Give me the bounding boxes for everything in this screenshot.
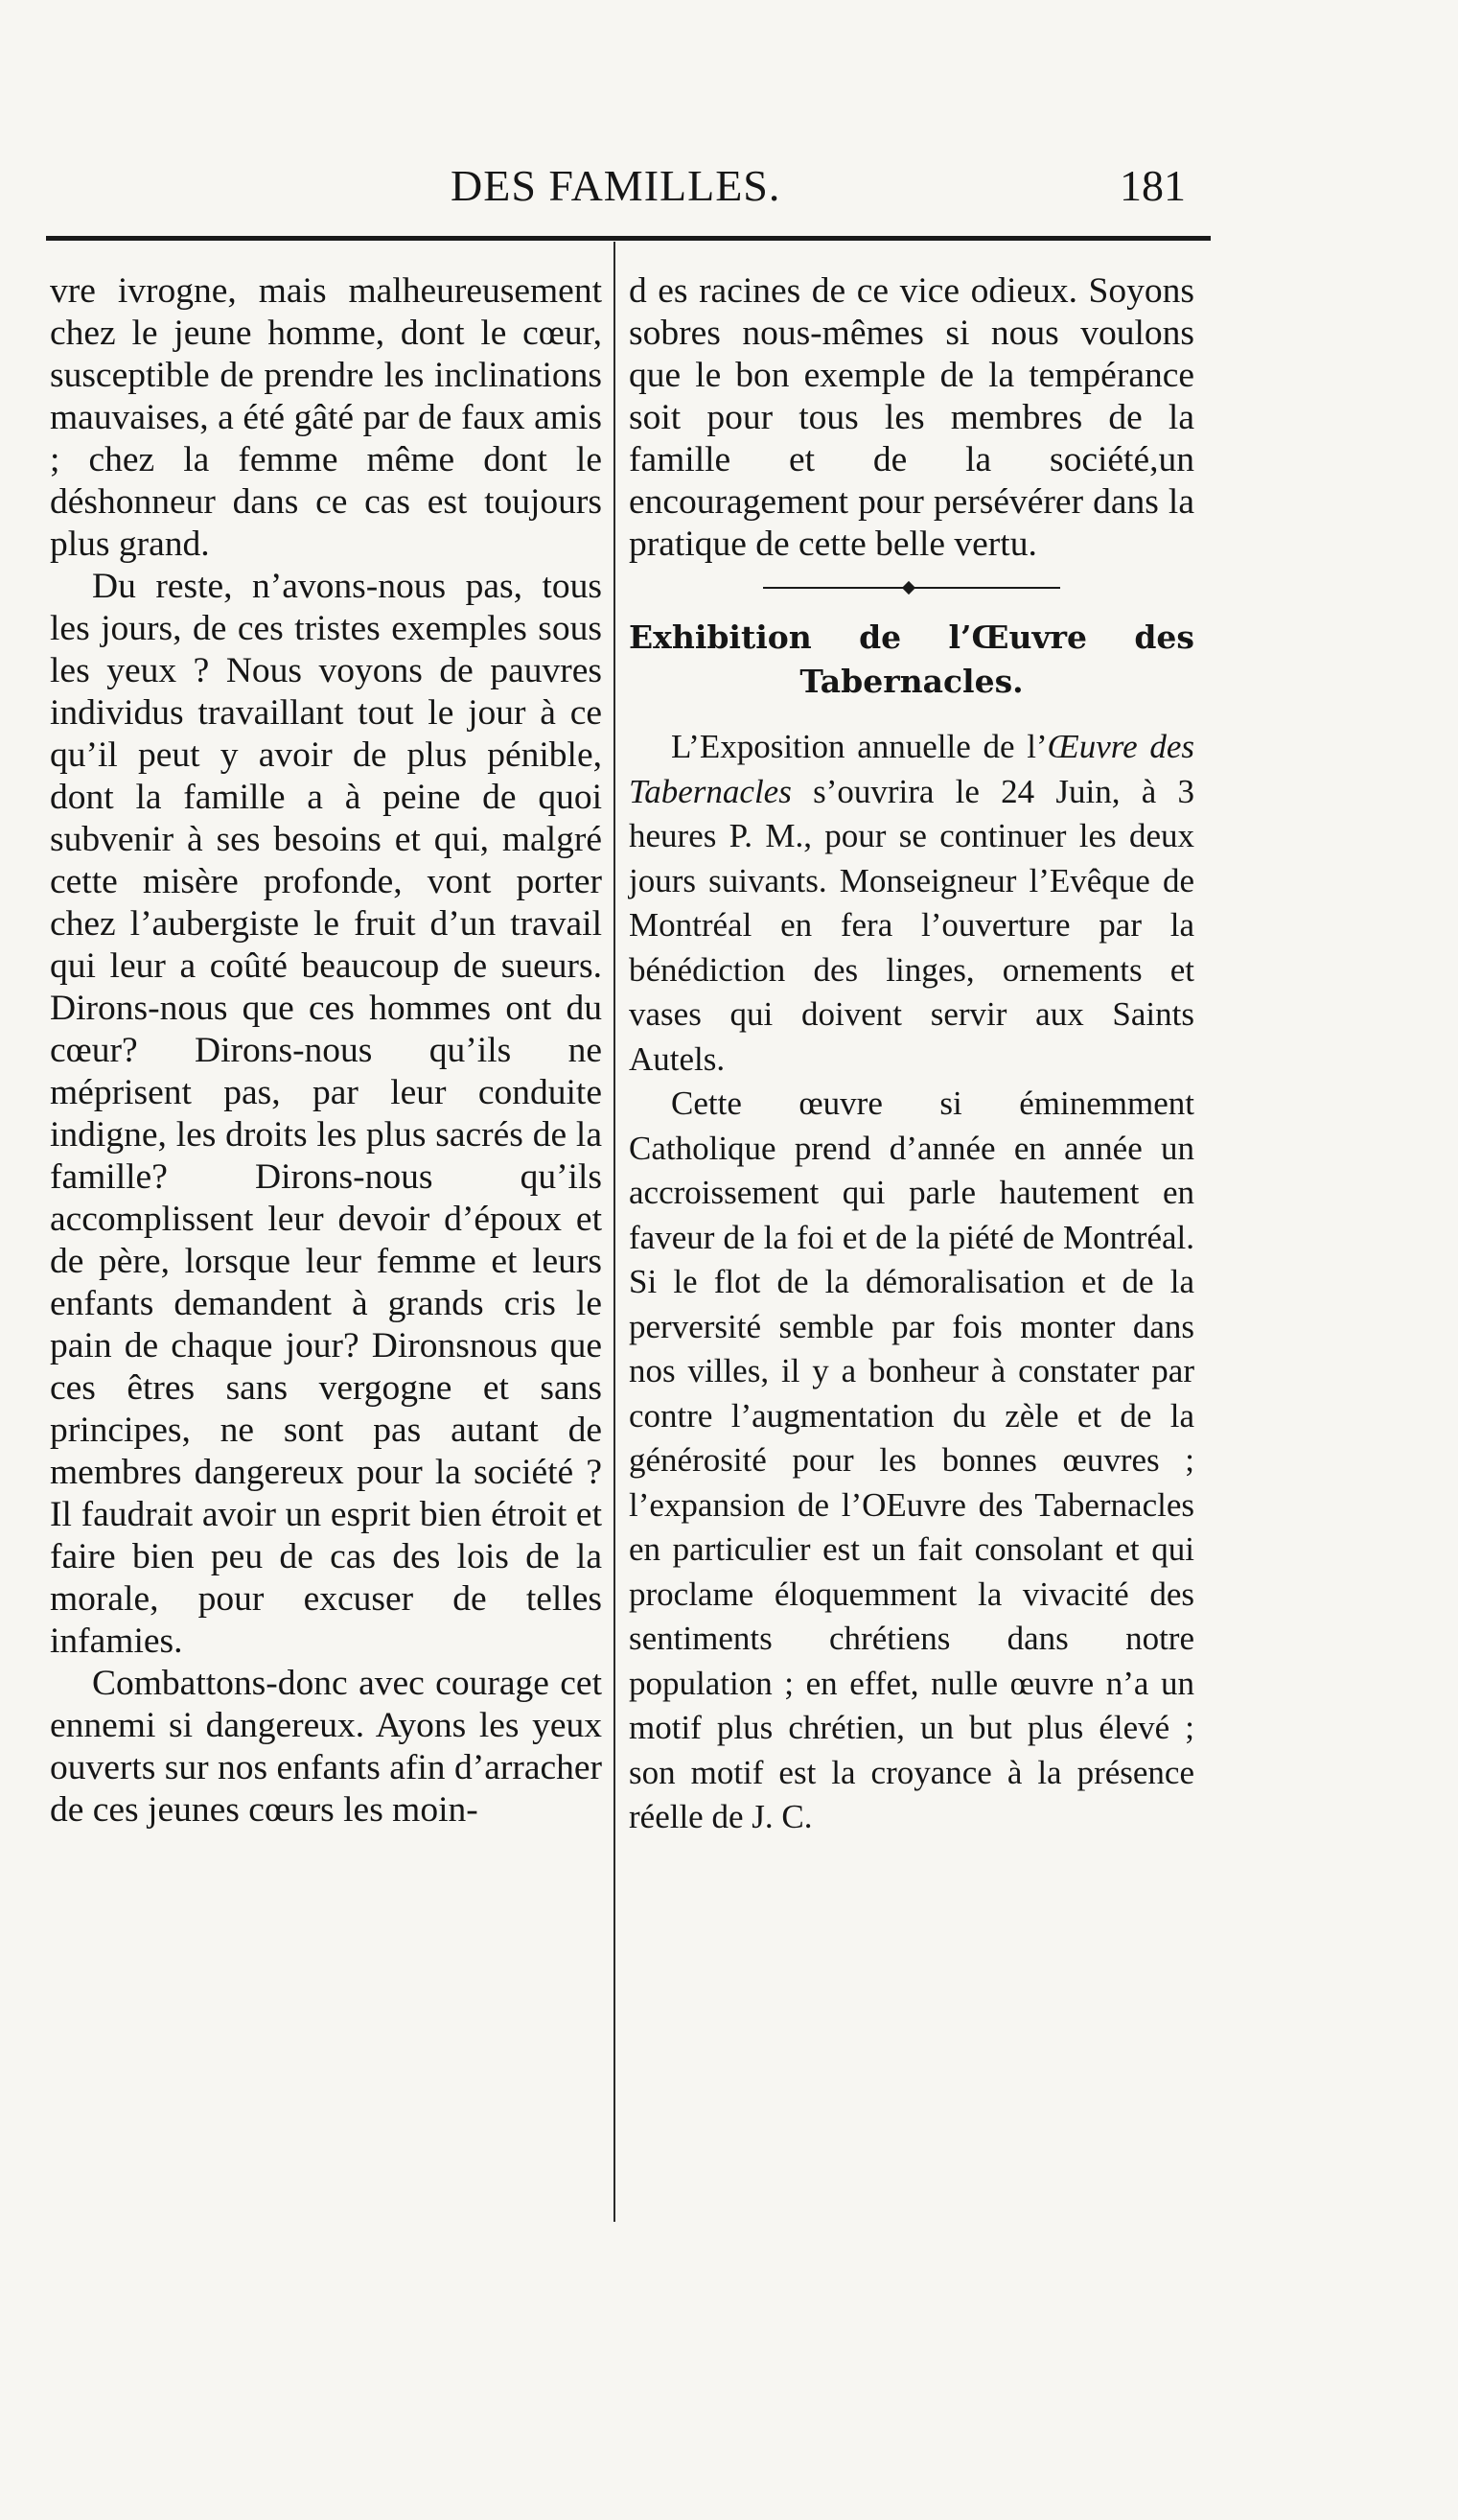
left-paragraph-2: Du reste, n’avons-nous pas, tous les jours, de ces tristes exemples sous les yeux ? Nous voyons de pauvres individus travaillant tout le jour à ce qu’il peut y avoir de plus pénible, dont la famille a à peine de quoi subvenir à ses besoins et qui, malgré cette misère profonde, vont porter chez l’aubergiste le fruit d’un travail qui leur a coûté beaucoup de sueurs. Dirons-nous que ces hommes ont du cœur? Dirons-nous qu’ils ne méprisent pas, par leur conduite indigne, les droits les plus sacrés de la famille? Dirons-nous qu’ils accomplissent leur devoir d’époux et de père, lorsque leur femme et leurs enfants demandent à grands cris le pain de chaque jour? Dironsnous que ces êtres sans vergogne et sans principes, ne sont pas autant de membres dangereux pour la société ? Il faudrait avoir un esprit bien étroit et faire bien peu de cas des lois de la morale, pour excuser de telles infamies.	[50, 567, 602, 1661]
left-column	[50, 270, 602, 1832]
right-paragraph-2-italic: Œuvre des Tabernacles	[629, 728, 1194, 810]
section-title	[629, 616, 1194, 704]
header-rule	[46, 236, 1211, 241]
right-paragraph-2	[629, 725, 1194, 1082]
right-paragraph-1: d es racines de ce vice odieux. Soyons sobres nous-mêmes si nous voulons que le bon exemple de la tempérance soit pour tous les membres de la famille et de la société,un encouragement pour persévérer dans la pratique de cette belle vertu.	[629, 271, 1194, 564]
separator-ornament-icon	[902, 581, 915, 595]
left-paragraph-3: Combattons-donc avec courage cet ennemi si dangereux. Ayons les yeux ouverts sur nos enfants afin d’arracher de ces jeunes cœurs les moin-	[50, 1664, 602, 1830]
left-paragraph-1: vre ivrogne, mais malheureusement chez le jeune homme, dont le cœur, susceptible de prendre les inclinations mauvaises, a été gâté par de faux amis ; chez la femme même dont le déshonneur dans ce cas est toujours plus grand.	[50, 271, 602, 564]
header-title: DES FAMILLES.	[451, 161, 781, 210]
right-paragraph-3: Cette œuvre si éminemment Catholique prend d’année en année un accroissement qui parle hautement en faveur de la foi et de la piété de Montréal. Si le flot de la démoralisation et de la perversité semble par fois monter dans nos villes, il y a bonheur à constater par contre l’augmentation du zèle et de la générosité pour les bonnes œuvres ; l’expansion de l’OEuvre des Tabernacles en particulier est un fait consolant et qui proclame éloquemment la vivacité des sentiments chrétiens dans notre population ; en effet, nulle œuvre n’a un motif plus chrétien, un but plus élevé ; son motif est la croyance à la présence réelle de J. C.	[629, 1085, 1194, 1835]
right-body	[629, 725, 1194, 1840]
right-paragraph-2-start: L’Exposition annuelle de l’	[671, 728, 1048, 765]
right-column	[629, 270, 1194, 1840]
section-title-line-2: Tabernacles.	[799, 663, 1024, 700]
right-paragraph-2-end: s’ouvrira le 24 Juin, à 3 heures P. M., pour se continuer les deux jours suivants. Monseigneur l’Evêque de Montréal en fera l’ouverture par la bénédiction des linges, ornements et vases qui doivent servir aux Saints Autels.	[629, 772, 1194, 1078]
section-title-line-1: Exhibition de l’Œuvre des	[629, 618, 1194, 656]
section-separator-rule	[763, 587, 1060, 589]
page-number: 181	[1120, 161, 1186, 210]
column-divider	[613, 242, 615, 2222]
